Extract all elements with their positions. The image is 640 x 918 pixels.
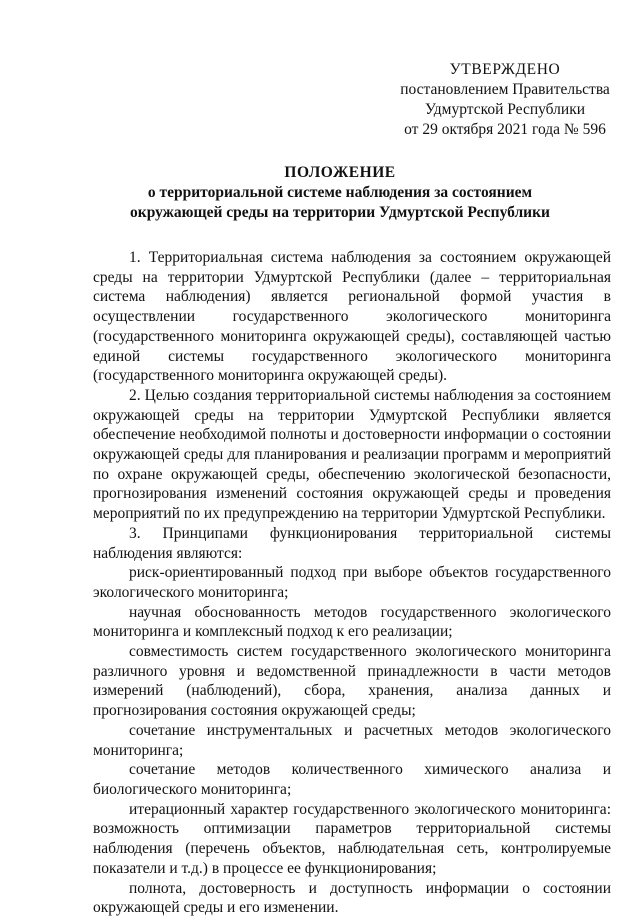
principle-item: риск-ориентированный подход при выборе объектов государственного экологического мониторинга; [93, 564, 611, 601]
approval-block [380, 60, 630, 140]
principle-item: научная обоснованность методов государственного экологического мониторинга и комплексный подход к его реализации; [93, 603, 611, 641]
principle-item: сочетание методов количественного химического анализа и биологического мониторинга; [93, 761, 611, 798]
document-subtitle-line-1: о территориальной системе наблюдения за состоянием [147, 184, 533, 201]
paragraph-2: 2. Целью создания территориальной системы наблюдения за состоянием окружающей среды на территории Удмуртской Республики является обеспечение необходимой полноты и достоверности информации о состоянии окружающей среды для планирования и реализации программ и мероприятий по охране окружающей среды, обеспечению экологической безопасности, прогнозирования изменений состояния окружающей среды и проведения мероприятий по их предупреждению на территории Удмуртской Республики. [93, 386, 611, 523]
approval-line-3: от 29 октября 2021 года № 596 [404, 121, 606, 138]
principle-item: итерационный характер государственного экологического мониторинга: возможность оптимизации параметров территориальной системы наблюдения (перечень объектов, наблюдательная сеть, контролируемые показатели и т.д.) в процессе ее функционирования; [93, 800, 611, 877]
document-subtitle-line-2: окружающей среды на территории Удмуртской Республики [130, 204, 550, 221]
approval-stamp: УТВЕРЖДЕНО [449, 61, 561, 78]
paragraph-1: 1. Территориальная система наблюдения за состоянием окружающей среды на территории Удмуртской Республики (далее – территориальная система наблюдения) является региональной формой участия в осуществлении государственного экологического мониторинга (государственного мониторинга окружающей среды), составляющей частью единой системы государственного экологического мониторинга (государственного мониторинга окружающей среды). [93, 249, 611, 385]
paragraph-3: 3. Принципами функционирования территориальной системы наблюдения являются: [93, 524, 611, 562]
approval-line-1: постановлением Правительства [400, 81, 610, 98]
principle-item: сочетание инструментальных и расчетных методов экологического мониторинга; [93, 721, 611, 759]
principle-item: совместимость систем государственного экологического мониторинга различного уровня и ведомственной принадлежности в части методов измерений (наблюдений), сбора, хранения, анализа данных и прогнозирования состояния окружающей среды; [93, 643, 611, 720]
principle-item: полнота, достоверность и доступность информации о состоянии окружающей среды и его изменении. [93, 879, 611, 917]
document-body [93, 248, 611, 918]
approval-line-2: Удмуртской Республики [424, 101, 586, 118]
document-title: ПОЛОЖЕНИЕ [284, 164, 396, 181]
document-title-block [100, 163, 580, 223]
